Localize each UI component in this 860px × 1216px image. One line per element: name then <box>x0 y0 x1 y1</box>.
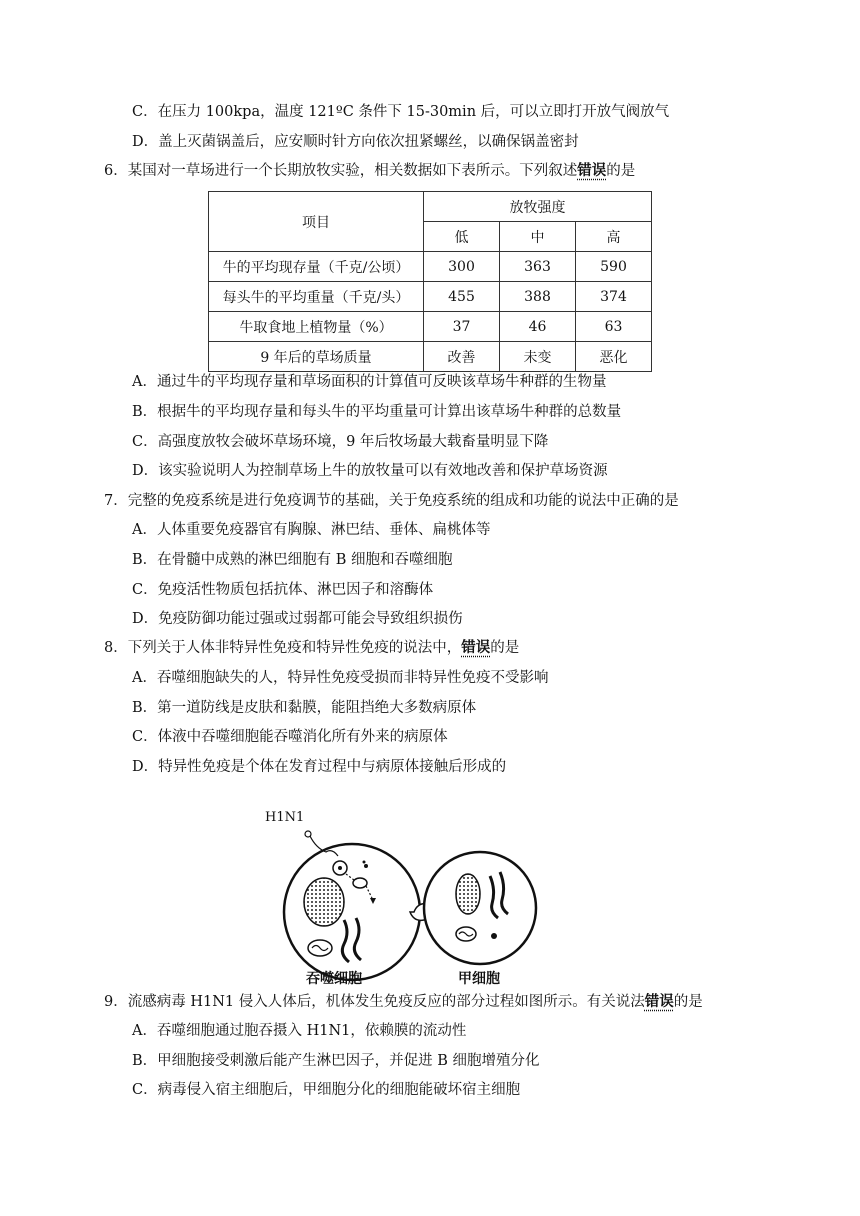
q9-stem-text: 9．流感病毒 H1N1 侵入人体后，机体发生免疫反应的部分过程如图所示。有关说法 <box>104 994 645 1010</box>
q6-stem-text: 6．某国对一草场进行一个长期放牧实验，相关数据如下表所示。下列叙述 <box>104 163 578 179</box>
q7-stem: 7．完整的免疫系统是进行免疫调节的基础，关于免疫系统的组成和功能的说法中正确的是 <box>104 493 679 509</box>
q8-stem-text: 8．下列关于人体非特异性免疫和特异性免疫的说法中， <box>104 640 462 656</box>
table-row-label: 每头牛的平均重量（千克/头） <box>209 282 424 312</box>
target-cell-nucleus <box>456 874 480 914</box>
q6-option-a: A．通过牛的平均现存量和草场面积的计算值可反映该草场牛种群的生物量 <box>132 374 607 390</box>
target-cell-label: 甲细胞 <box>458 971 500 987</box>
table-header-item: 项目 <box>209 192 424 252</box>
q5-option-d: D．盖上灭菌锅盖后，应安顺时针方向依次扭紧螺丝，以确保锅盖密封 <box>132 134 579 150</box>
q8-option-d: D．特异性免疫是个体在发育过程中与病原体接触后形成的 <box>132 759 507 775</box>
q5-option-c: C．在压力 100kpa，温度 121ºC 条件下 15-30min 后，可以立即打开放气阀放气 <box>132 104 670 120</box>
q9-stem-tail: 的是 <box>673 994 703 1010</box>
table-level-high: 高 <box>576 222 652 252</box>
q8-option-c: C．体液中吞噬细胞能吞噬消化所有外来的病原体 <box>132 729 448 745</box>
table-row <box>209 342 652 372</box>
table-cell: 300 <box>424 252 500 282</box>
q6-emphasis: 错误 <box>577 162 607 179</box>
table-level-low: 低 <box>424 222 500 252</box>
table-row-label: 9 年后的草场质量 <box>209 342 424 372</box>
table-row-label: 牛取食地上植物量（%） <box>209 312 424 342</box>
table-row <box>209 252 652 282</box>
q8-stem-tail: 的是 <box>490 640 520 656</box>
q7-option-a: A．人体重要免疫器官有胸腺、淋巴结、垂体、扁桃体等 <box>132 522 491 538</box>
q7-option-d: D．免疫防御功能过强或过弱都可能会导致组织损伤 <box>132 611 463 627</box>
q8-option-b: B．第一道防线是皮肤和黏膜，能阻挡绝大多数病原体 <box>132 700 477 716</box>
table-cell: 374 <box>576 282 652 312</box>
q9-option-b: B．甲细胞接受刺激后能产生淋巴因子，并促进 B 细胞增殖分化 <box>132 1053 540 1069</box>
table-cell: 363 <box>500 252 576 282</box>
q6-option-c: C．高强度放牧会破坏草场环境，9 年后牧场最大载畜量明显下降 <box>132 434 549 450</box>
table-row-label: 牛的平均现存量（千克/公顷） <box>209 252 424 282</box>
q8-stem <box>104 638 519 658</box>
q6-option-b: B．根据牛的平均现存量和每头牛的平均重量可计算出该草场牛种群的总数量 <box>132 404 622 420</box>
target-cell <box>424 852 536 964</box>
q6-stem-tail: 的是 <box>606 163 636 179</box>
table-cell: 未变 <box>500 342 576 372</box>
immune-cells-figure <box>262 810 562 990</box>
table-cell: 恶化 <box>576 342 652 372</box>
table-cell: 改善 <box>424 342 500 372</box>
table-cell: 455 <box>424 282 500 312</box>
q6-stem <box>104 161 635 181</box>
table-cell: 37 <box>424 312 500 342</box>
table-level-mid: 中 <box>500 222 576 252</box>
table-cell: 63 <box>576 312 652 342</box>
q7-option-c: C．免疫活性物质包括抗体、淋巴因子和溶酶体 <box>132 582 434 598</box>
table-cell: 46 <box>500 312 576 342</box>
q6-option-d: D．该实验说明人为控制草场上牛的放牧量可以有效地改善和保护草场资源 <box>132 463 608 479</box>
phagocyte-cell <box>284 844 420 980</box>
table-cell: 590 <box>576 252 652 282</box>
table-row <box>209 282 652 312</box>
q8-emphasis: 错误 <box>461 639 491 656</box>
table-cell: 388 <box>500 282 576 312</box>
grazing-data-table <box>208 191 652 372</box>
q9-emphasis: 错误 <box>644 993 674 1010</box>
phagocyte-nucleus <box>304 878 344 926</box>
q7-option-b: B．在骨髓中成熟的淋巴细胞有 B 细胞和吞噬细胞 <box>132 552 453 568</box>
table-row <box>209 312 652 342</box>
q9-option-c: C．病毒侵入宿主细胞后，甲细胞分化的细胞能破坏宿主细胞 <box>132 1082 521 1098</box>
q9-option-a: A．吞噬细胞通过胞吞摄入 H1N1，依赖膜的流动性 <box>132 1023 467 1039</box>
q8-option-a: A．吞噬细胞缺失的人，特异性免疫受损而非特异性免疫不受影响 <box>132 670 549 686</box>
q9-stem <box>104 992 703 1012</box>
cell-diagram <box>262 820 562 990</box>
phagocyte-label: 吞噬细胞 <box>306 971 362 987</box>
virus-label: H1N1 <box>265 810 305 825</box>
table-header-intensity: 放牧强度 <box>424 192 652 222</box>
